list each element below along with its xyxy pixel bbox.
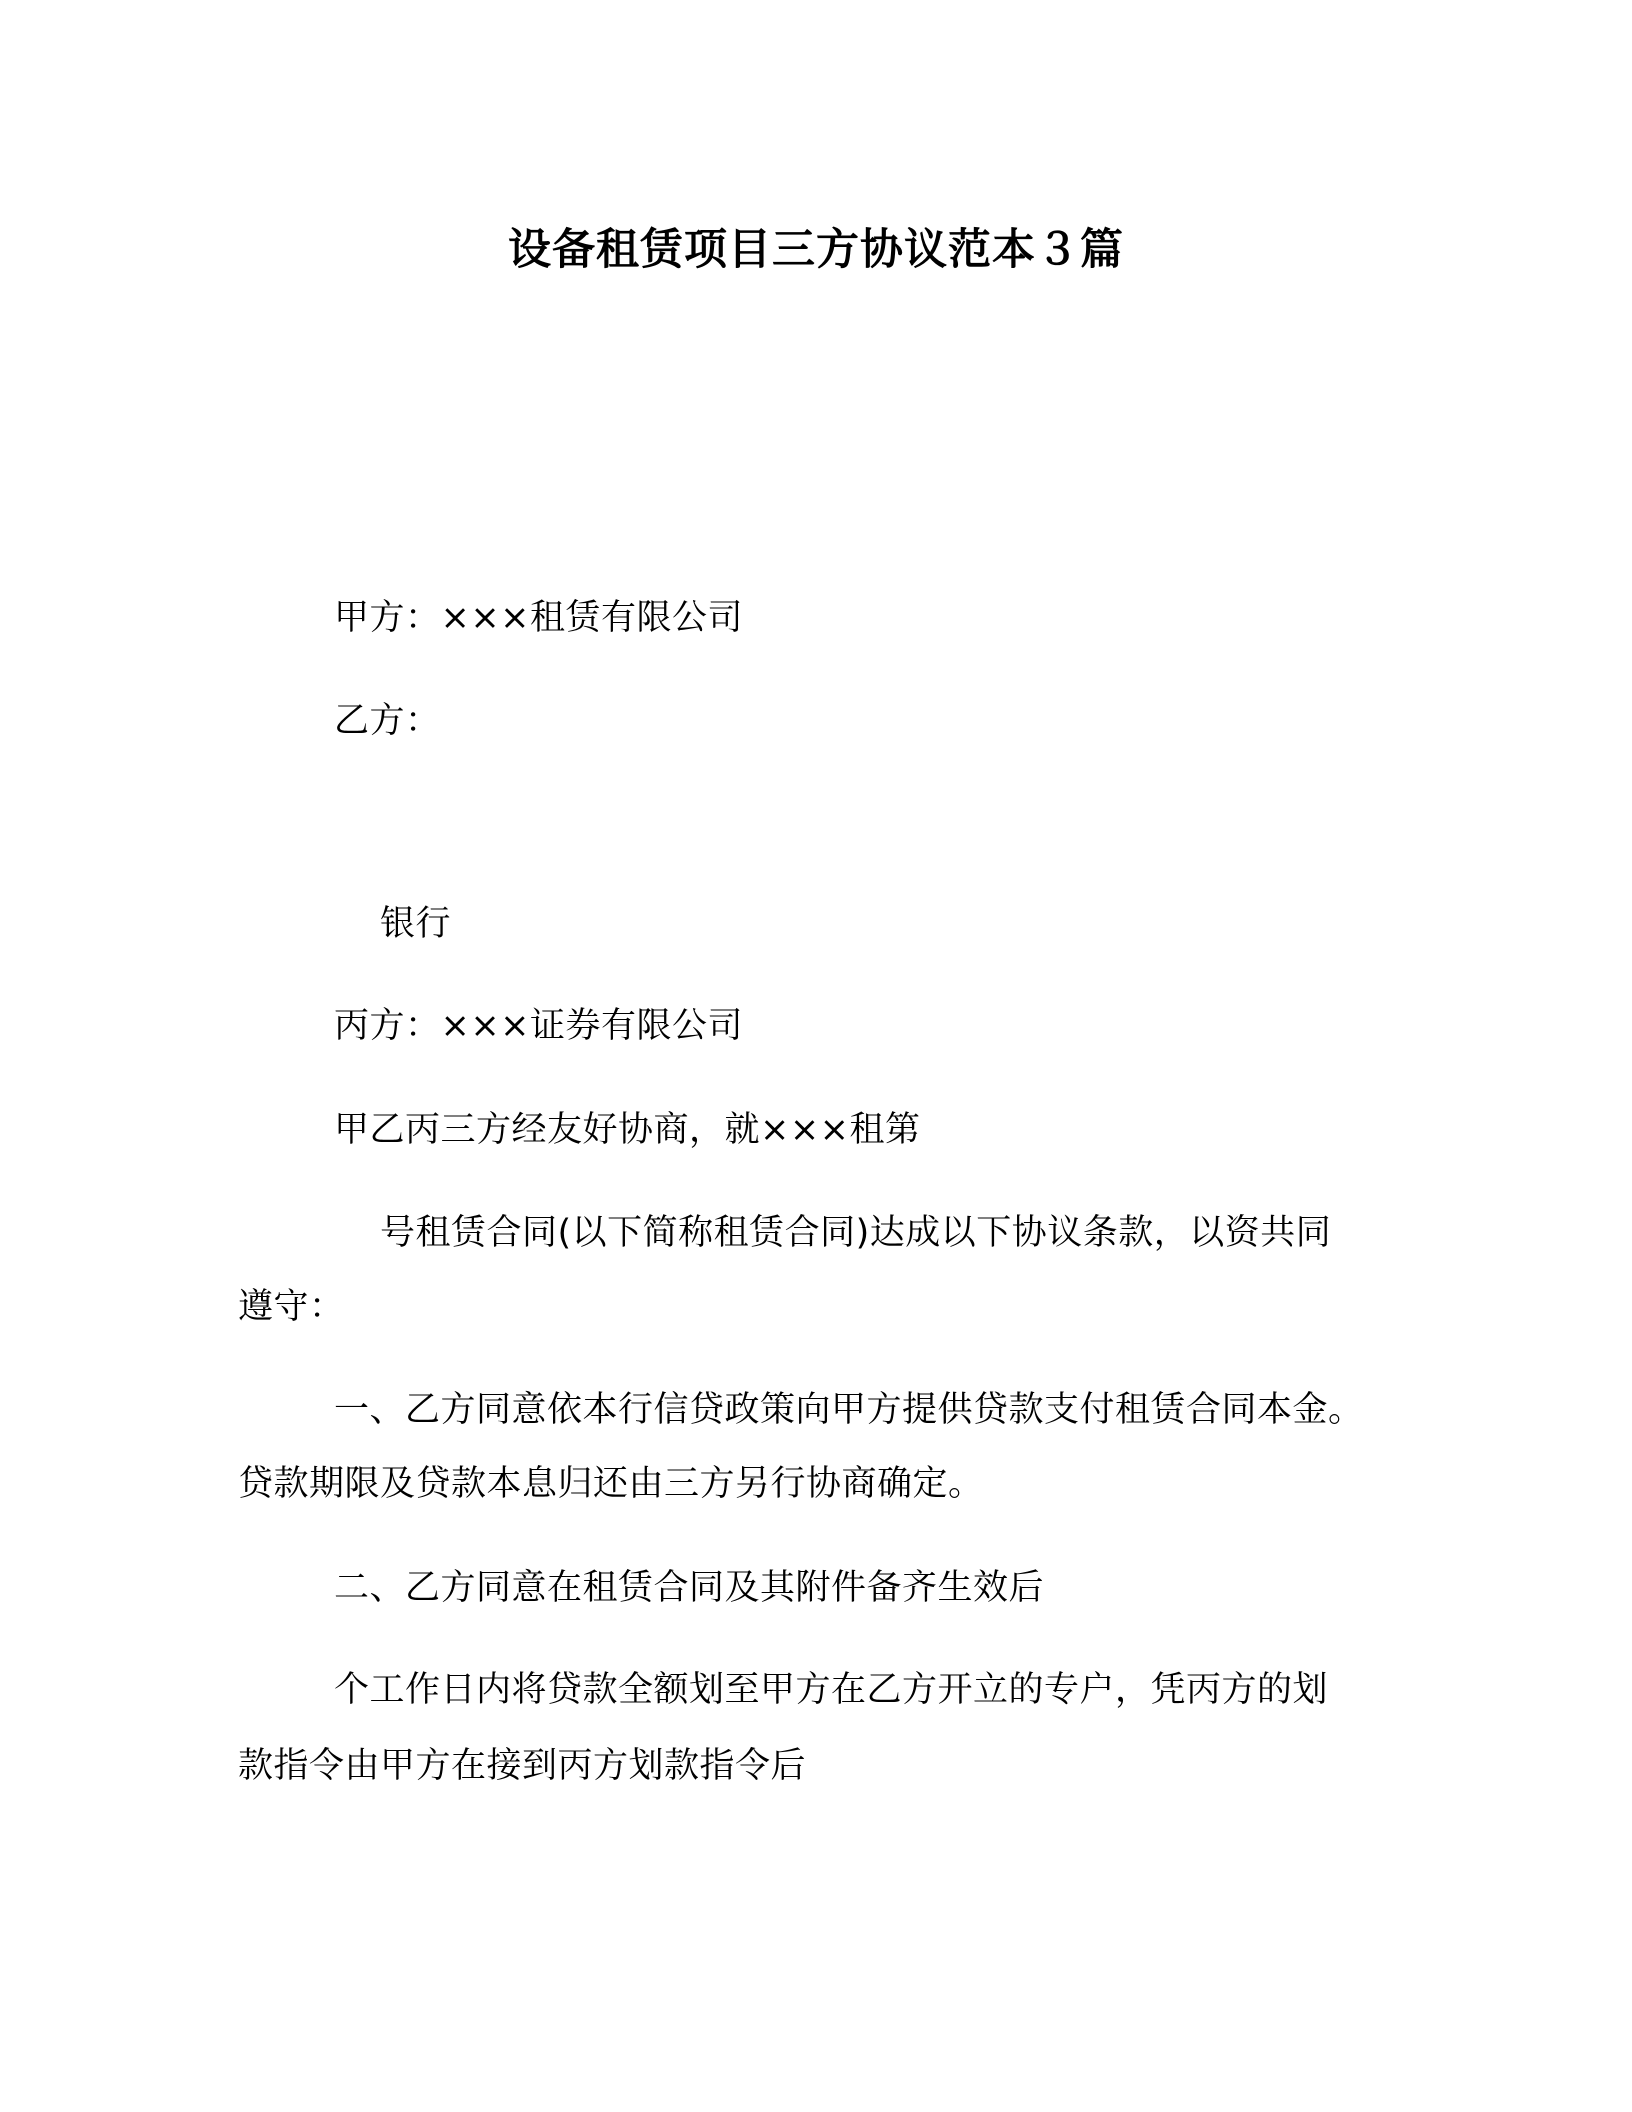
party-a-line: 甲方：×××租赁有限公司 bbox=[334, 598, 743, 638]
intro-line-3: 遵守： bbox=[238, 1287, 345, 1327]
bank-line: 银行 bbox=[380, 904, 452, 944]
clause-2-line-1: 二、乙方同意在租赁合同及其附件备齐生效后 bbox=[334, 1568, 1045, 1608]
intro-line-2: 号租赁合同(以下简称租赁合同)达成以下协议条款，以资共同 bbox=[380, 1213, 1332, 1253]
intro-line-1: 甲乙丙三方经友好协商，就×××租第 bbox=[334, 1110, 921, 1150]
document-title: 设备租赁项目三方协议范本３篇 bbox=[508, 225, 1124, 275]
clause-2-line-2: 个工作日内将贷款全额划至甲方在乙方开立的专户，凭丙方的划 bbox=[334, 1670, 1329, 1710]
party-b-line: 乙方： bbox=[334, 701, 441, 741]
clause-1-line-1: 一、乙方同意依本行信贷政策向甲方提供贷款支付租赁合同本金。 bbox=[334, 1390, 1364, 1430]
clause-1-line-2: 贷款期限及贷款本息归还由三方另行协商确定。 bbox=[238, 1464, 984, 1504]
clause-2-line-3: 款指令由甲方在接到丙方划款指令后 bbox=[238, 1746, 807, 1786]
party-c-line: 丙方：×××证券有限公司 bbox=[334, 1006, 743, 1046]
